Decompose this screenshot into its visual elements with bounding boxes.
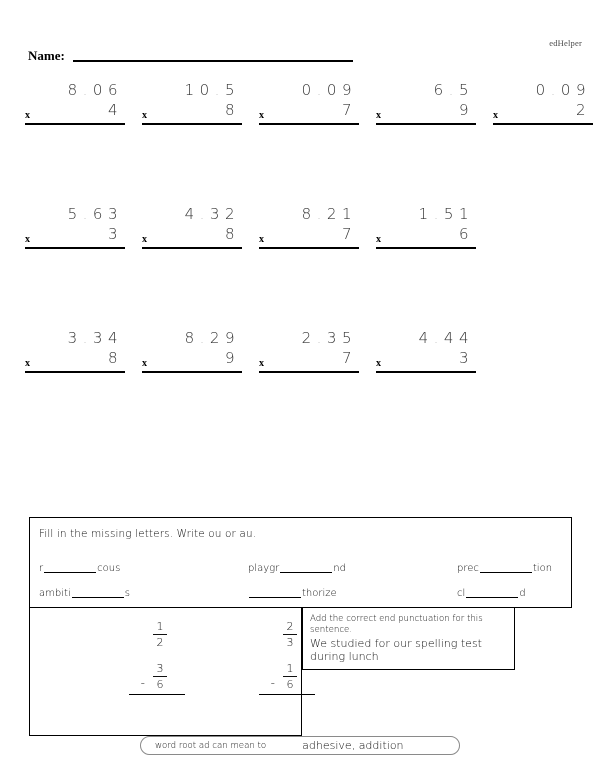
multiply-operator: x (493, 110, 498, 121)
problem-operand-top: 0.09 (535, 81, 591, 99)
problem-operator-row (259, 100, 359, 122)
multiply-operator: x (376, 234, 381, 245)
problem-operand-bottom: 3 (458, 349, 474, 367)
word-root-prompt: word root ad can mean to (155, 740, 267, 751)
fraction-top (281, 620, 299, 649)
multiply-operator: x (142, 110, 147, 121)
fraction-bar (283, 676, 297, 677)
multiplication-problem (376, 80, 476, 125)
problem-answer-line[interactable] (376, 123, 476, 125)
multiply-operator: x (25, 110, 30, 121)
word-suffix: cous (97, 563, 121, 574)
missing-letters-box (29, 517, 572, 608)
multiply-operator: x (259, 234, 264, 245)
multiplication-problem (259, 204, 359, 249)
letter-blank-line[interactable] (280, 572, 332, 573)
subtract-operator: - (140, 676, 145, 690)
name-field-row (28, 48, 353, 65)
word-prefix: prec (457, 563, 479, 574)
missing-letters-row-2 (30, 588, 571, 604)
problem-operand-bottom: 2 (575, 101, 591, 119)
missing-letters-instruction: Fill in the missing letters. Write ou or au. (39, 528, 257, 540)
fraction-numerator: 1 (286, 662, 294, 675)
multiplication-problem (25, 204, 125, 249)
problem-operator-row (25, 348, 125, 370)
multiplication-problem (142, 204, 242, 249)
problem-operand-bottom: 9 (224, 349, 240, 367)
problem-answer-line[interactable] (25, 247, 125, 249)
problem-answer-line[interactable] (259, 247, 359, 249)
problem-operand-bottom: 9 (458, 101, 474, 119)
multiply-operator: x (376, 110, 381, 121)
problem-operator-row (142, 100, 242, 122)
missing-letter-item[interactable] (248, 588, 337, 599)
edhelper-logo: edHelper (549, 38, 582, 48)
problem-operand-bottom: 7 (341, 101, 357, 119)
problem-operator-row (493, 100, 593, 122)
fraction-answer-line[interactable] (129, 694, 185, 695)
word-prefix: cl (457, 588, 466, 599)
word-suffix: tion (532, 563, 553, 574)
problem-answer-line[interactable] (376, 371, 476, 373)
fraction-denominator: 3 (286, 636, 294, 649)
missing-letters-row-1 (30, 563, 571, 579)
word-prefix: ambiti (39, 588, 71, 599)
letter-blank-line[interactable] (480, 572, 532, 573)
missing-letter-item[interactable] (457, 588, 526, 599)
problem-operator-row (142, 348, 242, 370)
multiplication-problem (493, 80, 593, 125)
problem-operand-bottom: 7 (341, 225, 357, 243)
fraction-top (151, 620, 169, 649)
word-prefix: playgr (248, 563, 280, 574)
fraction-denominator: 2 (156, 636, 164, 649)
fraction-numerator: 1 (156, 620, 164, 633)
problem-answer-line[interactable] (25, 371, 125, 373)
problem-row (0, 328, 600, 452)
fraction-bar (153, 634, 167, 635)
letter-blank-line[interactable] (249, 597, 301, 598)
multiplication-problem (25, 80, 125, 125)
fraction-problem (105, 620, 185, 694)
problem-operand-top: 2.35 (301, 329, 357, 347)
word-suffix: nd (333, 563, 346, 574)
problem-operator-row (25, 100, 125, 122)
problem-operand-top: 6.5 (433, 81, 474, 99)
problem-row (0, 80, 600, 204)
word-suffix: s (124, 588, 130, 599)
problem-answer-line[interactable] (259, 371, 359, 373)
punctuation-sentence[interactable]: We studied for our spelling test during lunch (310, 637, 482, 663)
fraction-bar (283, 634, 297, 635)
problem-operand-bottom: 8 (224, 225, 240, 243)
multiply-operator: x (142, 234, 147, 245)
problem-operator-row (376, 224, 476, 246)
problem-answer-line[interactable] (493, 123, 593, 125)
fraction-denominator: 6 (286, 678, 294, 691)
problem-operator-row (259, 224, 359, 246)
problem-operand-top: 1.51 (418, 205, 474, 223)
letter-blank-line[interactable] (72, 597, 124, 598)
fraction-subtraction-box (29, 608, 302, 736)
multiply-operator: x (259, 358, 264, 369)
problem-operand-top: 4.32 (184, 205, 240, 223)
multiply-operator: x (25, 234, 30, 245)
multiply-operator: x (376, 358, 381, 369)
letter-blank-line[interactable] (466, 597, 518, 598)
worksheet-header (0, 0, 600, 80)
fraction-bottom (151, 662, 169, 691)
subtract-operator: - (270, 676, 275, 690)
problem-operand-bottom: 8 (224, 101, 240, 119)
problem-answer-line[interactable] (142, 371, 242, 373)
fraction-denominator: 6 (156, 678, 164, 691)
fraction-numerator: 2 (286, 620, 294, 633)
problem-row (0, 204, 600, 328)
word-root-answer: adhesive, addition (302, 739, 404, 752)
problem-operand-bottom: 3 (107, 225, 123, 243)
multiply-operator: x (25, 358, 30, 369)
punctuation-box (302, 608, 515, 670)
problem-answer-line[interactable] (142, 123, 242, 125)
letter-blank-line[interactable] (44, 572, 96, 573)
problem-operand-bottom: 8 (107, 349, 123, 367)
problem-operator-row (25, 224, 125, 246)
multiplication-problem (142, 328, 242, 373)
word-suffix: d (519, 588, 526, 599)
problem-operator-row (376, 100, 476, 122)
multiplication-problem (25, 328, 125, 373)
problem-operand-bottom: 6 (458, 225, 474, 243)
multiplication-problem (376, 204, 476, 249)
problem-answer-line[interactable] (25, 123, 125, 125)
multiplication-problem-grid (0, 80, 600, 452)
problem-operand-top: 0.09 (301, 81, 357, 99)
fraction-numerator: 3 (156, 662, 164, 675)
missing-letter-item[interactable] (248, 563, 346, 574)
multiply-operator: x (142, 358, 147, 369)
missing-letter-item[interactable] (457, 563, 552, 574)
problem-answer-line[interactable] (259, 123, 359, 125)
problem-operand-bottom: 7 (341, 349, 357, 367)
fraction-bottom (281, 662, 299, 691)
fraction-answer-line[interactable] (259, 694, 315, 695)
missing-letter-item[interactable] (39, 588, 130, 599)
word-suffix: thorize (302, 588, 337, 599)
problem-operand-top: 8.21 (301, 205, 357, 223)
punctuation-instruction: Add the correct end punctuation for this sentence. (310, 614, 483, 635)
word-prefix: r (39, 563, 44, 574)
name-label: Name: (28, 48, 65, 63)
missing-letter-item[interactable] (39, 563, 120, 574)
multiplication-problem (142, 80, 242, 125)
problem-operator-row (259, 348, 359, 370)
problem-answer-line[interactable] (376, 247, 476, 249)
problem-operand-top: 5.63 (67, 205, 123, 223)
fraction-bottom-line (105, 662, 185, 694)
problem-answer-line[interactable] (142, 247, 242, 249)
problem-operand-top: 3.34 (67, 329, 123, 347)
problem-operand-top: 8.29 (184, 329, 240, 347)
problem-operator-row (142, 224, 242, 246)
multiplication-problem (376, 328, 476, 373)
problem-operand-bottom: 4 (107, 101, 123, 119)
fraction-top-line (105, 620, 185, 652)
multiply-operator: x (259, 110, 264, 121)
word-root-banner (140, 736, 460, 755)
problem-operand-top: 10.5 (184, 81, 240, 99)
problem-operand-top: 4.44 (418, 329, 474, 347)
fraction-bar (153, 676, 167, 677)
problem-operator-row (376, 348, 476, 370)
multiplication-problem (259, 328, 359, 373)
problem-operand-top: 8.06 (67, 81, 123, 99)
multiplication-problem (259, 80, 359, 125)
name-write-line[interactable] (73, 60, 353, 62)
